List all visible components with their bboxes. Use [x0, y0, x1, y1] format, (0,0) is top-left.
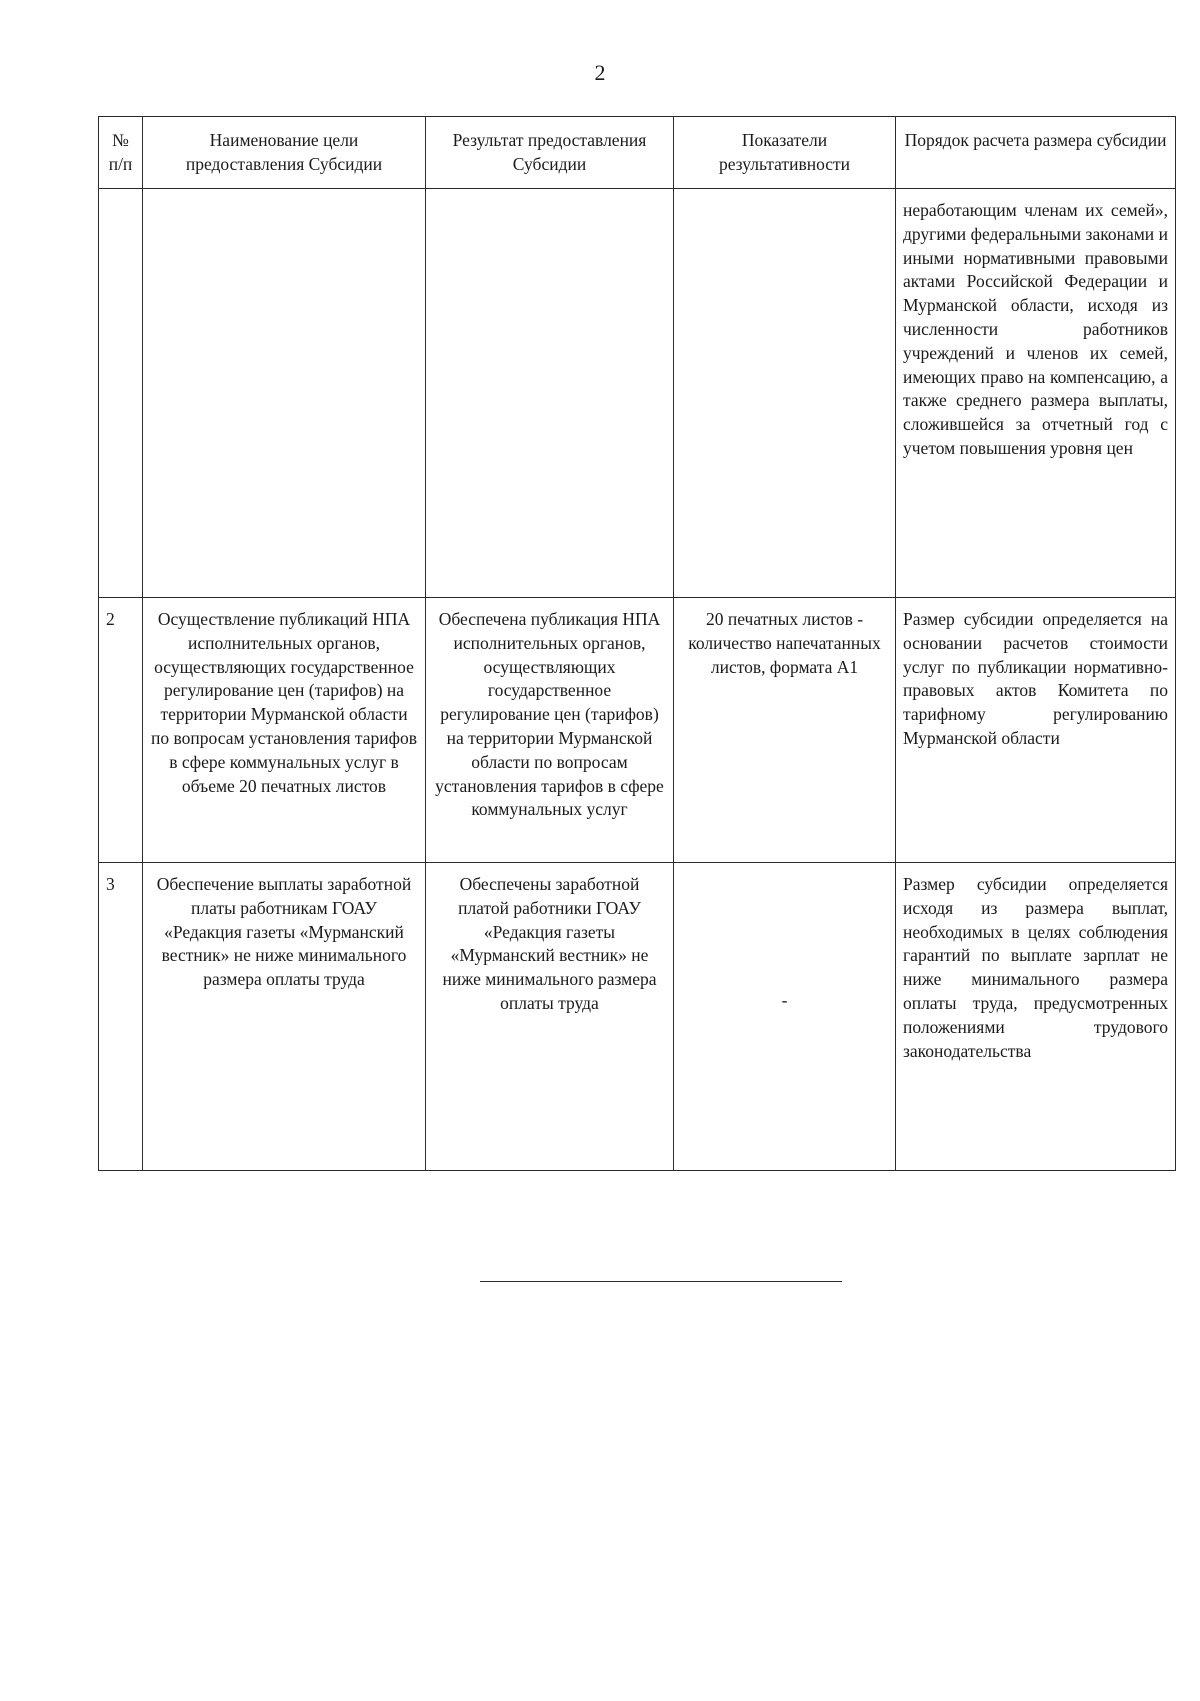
row-number: [99, 189, 143, 598]
table-header: [99, 117, 1176, 189]
row-number: 2: [99, 598, 143, 863]
row-result: Обеспечена публикация НПА исполнительных органов, осуществляющих государственное регулирование цен (тарифов) на территории Мурманской области по вопросам установления тарифов в сфере коммунальных услуг: [426, 598, 674, 863]
page-number: 2: [594, 60, 606, 85]
row-goal: [143, 189, 426, 598]
header-indicators: Показатели результативности: [674, 117, 896, 189]
row-goal: Обеспечение выплаты заработной платы работникам ГОАУ «Редакция газеты «Мурманский вестник» не ниже минимального размера оплаты труда: [143, 863, 426, 1171]
header-number: № п/п: [99, 117, 143, 189]
header-goal: Наименование цели предоставления Субсидии: [143, 117, 426, 189]
header-row: [99, 117, 1176, 189]
closing-separator-line: [480, 1281, 842, 1282]
subsidy-table: [98, 116, 1176, 1171]
row-indicators-text: -: [781, 989, 788, 1010]
row-result: Обеспечены заработной платой работники ГОАУ «Редакция газеты «Мурманский вестник» не ниже минимального размера оплаты труда: [426, 863, 674, 1171]
table-row: [99, 189, 1176, 598]
row-number: 3: [99, 863, 143, 1171]
table-row: [99, 863, 1176, 1171]
row-calculation: Размер субсидии определяется на основании расчетов стоимости услуг по публикации нормативно-правовых актов Комитета по тарифному регулированию Мурманской области: [896, 598, 1176, 863]
table-body: [99, 189, 1176, 1171]
row-indicators: [674, 189, 896, 598]
row-calculation: неработающим членам их семей», другими федеральными законами и иными нормативными правовыми актами Российской Федерации и Мурманской области, исходя из численности работников учреждений и членов их семей, имеющих право на компенсацию, а также среднего размера выплаты, сложившейся за отчетный год с учетом повышения уровня цен: [896, 189, 1176, 598]
header-calculation: Порядок расчета размера субсидии: [896, 117, 1176, 189]
header-result: Результат предоставления Субсидии: [426, 117, 674, 189]
row-calculation: Размер субсидии определяется исходя из размера выплат, необходимых в целях соблюдения гарантий по выплате зарплат не ниже минимального размера оплаты труда, предусмотренных положениями трудового законодательства: [896, 863, 1176, 1171]
row-indicators: [674, 863, 896, 1171]
row-indicators: 20 печатных листов - количество напечатанных листов, формата А1: [674, 598, 896, 863]
table-row: [99, 598, 1176, 863]
row-goal: Осуществление публикаций НПА исполнительных органов, осуществляющих государственное регулирование цен (тарифов) на территории Мурманской области по вопросам установления тарифов в сфере коммунальных услуг в объеме 20 печатных листов: [143, 598, 426, 863]
row-result: [426, 189, 674, 598]
